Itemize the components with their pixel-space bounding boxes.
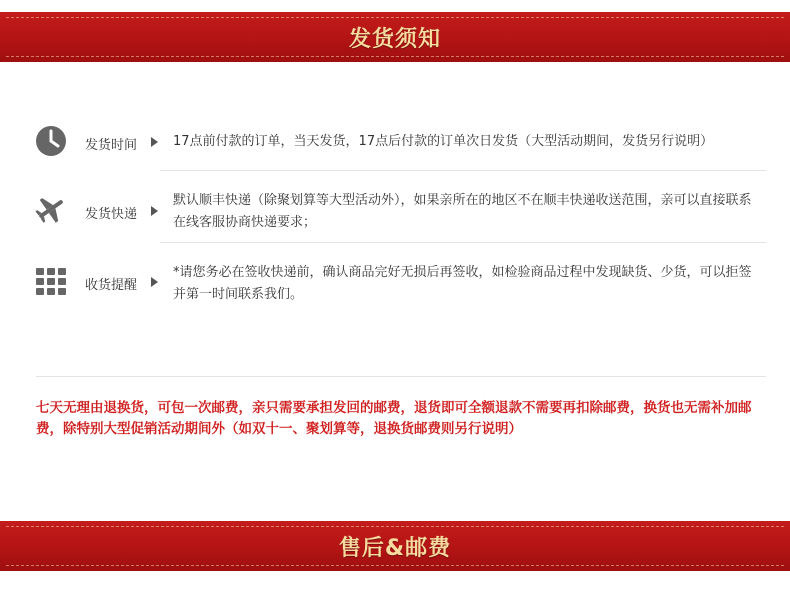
info-row-receiving-reminder — [30, 260, 766, 310]
caret-right-icon — [151, 137, 158, 147]
info-row-label: 发货时间 — [85, 138, 138, 153]
caret-right-icon — [151, 277, 158, 287]
section-banner-after-sales — [0, 521, 790, 571]
clock-icon — [34, 124, 68, 158]
info-row-label: 发货快递 — [85, 207, 138, 222]
divider — [160, 242, 766, 243]
info-row-courier — [30, 188, 766, 238]
caret-right-icon — [151, 206, 158, 216]
info-row-shipping-time — [30, 122, 766, 162]
info-row-text: 默认顺丰快递（除聚划算等大型活动外），如果亲所在的地区不在顺丰快递收送范围，亲可以直接联系在线客服协商快递要求； — [173, 193, 752, 230]
grid-icon — [34, 264, 68, 298]
section-title: 发货须知 — [348, 26, 441, 52]
section-banner-shipping — [0, 12, 790, 62]
return-policy-notice: 七天无理由退换货，可包一次邮费，亲只需要承担发回的邮费，退货即可全额退款不需要再扣除邮费，换货也无需补加邮费，除特别大型促销活动期间外（如双十一、聚划算等，退换货邮费则另行说明） — [36, 400, 752, 437]
info-row-text: *请您务必在签收快递前，确认商品完好无损后再签收，如检验商品过程中发现缺货、少货，可以拒签并第一时间联系我们。 — [173, 265, 752, 302]
info-row-text: 17点前付款的订单，当天发货，17点后付款的订单次日发货（大型活动期间，发货另行说明） — [173, 134, 714, 149]
info-row-label: 收货提醒 — [85, 278, 138, 293]
airplane-icon — [34, 192, 68, 226]
divider — [36, 376, 766, 377]
section-title: 售后&邮费 — [338, 535, 452, 561]
divider — [160, 170, 766, 171]
